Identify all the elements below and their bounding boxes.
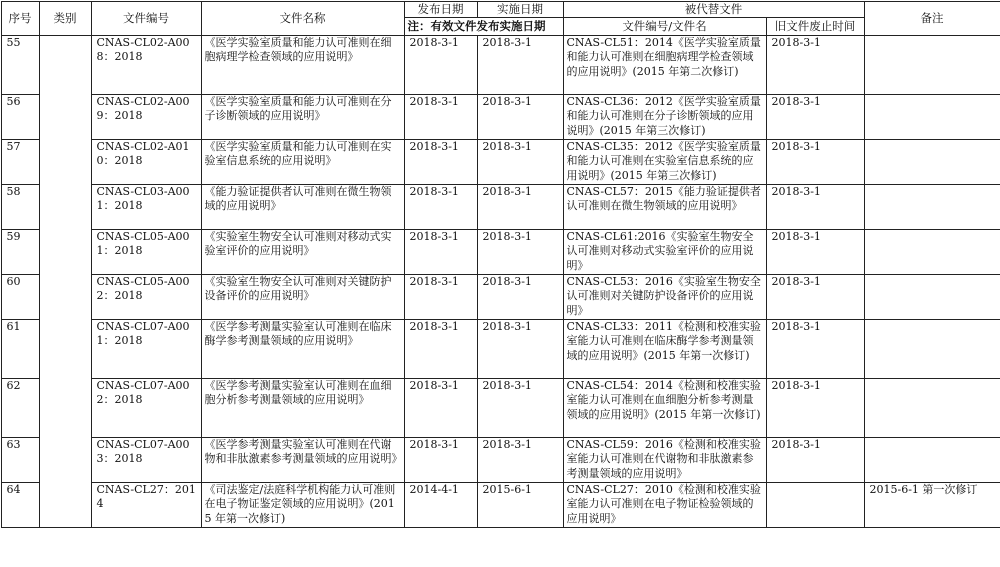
row-seq: 56 (1, 94, 39, 139)
table-row (1, 437, 1000, 482)
row-replaced: CNAS-CL36：2012《医学实验室质量和能力认可准则在分子诊断领域的应用说明》(2015 年第三次修订) (563, 94, 766, 139)
row-doc-code: CNAS-CL05-A001：2018 (91, 229, 201, 274)
row-seq: 57 (1, 139, 39, 184)
row-abolish-date: 2018-3-1 (766, 437, 864, 482)
row-effective-date: 2018-3-1 (477, 229, 563, 274)
table-row (1, 274, 1000, 319)
row-doc-name: 《能力验证提供者认可准则在微生物领域的应用说明》 (201, 184, 404, 229)
row-abolish-date: 2018-3-1 (766, 229, 864, 274)
row-effective-date: 2018-3-1 (477, 94, 563, 139)
standards-table (1, 1, 1000, 528)
table-row (1, 319, 1000, 378)
row-publish-date: 2014-4-1 (404, 482, 477, 527)
row-remark (864, 274, 1000, 319)
row-effective-date: 2018-3-1 (477, 139, 563, 184)
row-effective-date: 2018-3-1 (477, 319, 563, 378)
row-doc-name: 《实验室生物安全认可准则对移动式实验室评价的应用说明》 (201, 229, 404, 274)
row-remark (864, 437, 1000, 482)
table-row (1, 139, 1000, 184)
row-doc-code: CNAS-CL07-A001：2018 (91, 319, 201, 378)
row-effective-date: 2018-3-1 (477, 184, 563, 229)
row-seq: 64 (1, 482, 39, 527)
table-row (1, 378, 1000, 437)
row-doc-code: CNAS-CL07-A002：2018 (91, 378, 201, 437)
header-remark: 备注 (864, 1, 1000, 35)
row-publish-date: 2018-3-1 (404, 35, 477, 94)
header-note: 注：有效文件发布实施日期 (404, 17, 563, 35)
row-replaced: CNAS-CL35：2012《医学实验室质量和能力认可准则在实验室信息系统的应用说明》(2015 年第三次修订) (563, 139, 766, 184)
row-replaced: CNAS-CL59：2016《检测和校准实验室能力认可准则在代谢物和非肽激素参考测量领域的应用说明》 (563, 437, 766, 482)
row-remark (864, 139, 1000, 184)
row-replaced: CNAS-CL57：2015《能力验证提供者认可准则在微生物领域的应用说明》 (563, 184, 766, 229)
document-sheet (0, 1, 1000, 567)
row-abolish-date (766, 482, 864, 527)
row-doc-name: 《实验室生物安全认可准则对关键防护设备评价的应用说明》 (201, 274, 404, 319)
table-row (1, 35, 1000, 94)
row-doc-name: 《医学实验室质量和能力认可准则在细胞病理学检查领域的应用说明》 (201, 35, 404, 94)
table-row (1, 229, 1000, 274)
row-effective-date: 2018-3-1 (477, 378, 563, 437)
row-abolish-date: 2018-3-1 (766, 35, 864, 94)
row-seq: 62 (1, 378, 39, 437)
row-category (39, 35, 91, 527)
row-doc-name: 《医学实验室质量和能力认可准则在实验室信息系统的应用说明》 (201, 139, 404, 184)
row-publish-date: 2018-3-1 (404, 437, 477, 482)
row-doc-name: 《医学实验室质量和能力认可准则在分子诊断领域的应用说明》 (201, 94, 404, 139)
header-replaced-doc: 被代替文件 (563, 1, 864, 17)
row-replaced: CNAS-CL27：2010《检测和校准实验室能力认可准则在电子物证检验领域的应用说明》 (563, 482, 766, 527)
row-publish-date: 2018-3-1 (404, 94, 477, 139)
row-doc-name: 《司法鉴定/法庭科学机构能力认可准则在电子物证鉴定领域的应用说明》(2015 年第一次修订) (201, 482, 404, 527)
row-effective-date: 2018-3-1 (477, 274, 563, 319)
row-publish-date: 2018-3-1 (404, 319, 477, 378)
row-replaced: CNAS-CL61:2016《实验室生物安全认可准则对移动式实验室评价的应用说明》 (563, 229, 766, 274)
table-row (1, 184, 1000, 229)
header-doc-code: 文件编号 (91, 1, 201, 35)
row-doc-code: CNAS-CL27：2014 (91, 482, 201, 527)
row-remark: 2015-6-1 第一次修订 (864, 482, 1000, 527)
row-remark (864, 35, 1000, 94)
row-abolish-date: 2018-3-1 (766, 94, 864, 139)
header-seq: 序号 (1, 1, 39, 35)
row-publish-date: 2018-3-1 (404, 184, 477, 229)
row-abolish-date: 2018-3-1 (766, 378, 864, 437)
header-effective-date: 实施日期 (477, 1, 563, 17)
row-effective-date: 2018-3-1 (477, 437, 563, 482)
header-row-1 (1, 1, 1000, 17)
row-doc-code: CNAS-CL03-A001：2018 (91, 184, 201, 229)
row-abolish-date: 2018-3-1 (766, 139, 864, 184)
row-seq: 63 (1, 437, 39, 482)
row-effective-date: 2015-6-1 (477, 482, 563, 527)
row-replaced: CNAS-CL54：2014《检测和校准实验室能力认可准则在血细胞分析参考测量领域的应用说明》(2015 年第一次修订) (563, 378, 766, 437)
row-doc-code: CNAS-CL07-A003：2018 (91, 437, 201, 482)
row-abolish-date: 2018-3-1 (766, 319, 864, 378)
row-publish-date: 2018-3-1 (404, 378, 477, 437)
row-effective-date: 2018-3-1 (477, 35, 563, 94)
row-remark (864, 184, 1000, 229)
row-doc-name: 《医学参考测量实验室认可准则在血细胞分析参考测量领域的应用说明》 (201, 378, 404, 437)
row-publish-date: 2018-3-1 (404, 139, 477, 184)
header-category: 类别 (39, 1, 91, 35)
header-doc-name: 文件名称 (201, 1, 404, 35)
table-row (1, 94, 1000, 139)
header-old-abolish-date: 旧文件废止时间 (766, 17, 864, 35)
row-seq: 60 (1, 274, 39, 319)
row-replaced: CNAS-CL33：2011《检测和校准实验室能力认可准则在临床酶学参考测量领域的应用说明》(2015 年第一次修订) (563, 319, 766, 378)
row-remark (864, 94, 1000, 139)
row-seq: 59 (1, 229, 39, 274)
row-publish-date: 2018-3-1 (404, 274, 477, 319)
header-publish-date: 发布日期 (404, 1, 477, 17)
row-doc-code: CNAS-CL02-A010：2018 (91, 139, 201, 184)
row-replaced: CNAS-CL51：2014《医学实验室质量和能力认可准则在细胞病理学检查领域的应用说明》(2015 年第二次修订) (563, 35, 766, 94)
table-row (1, 482, 1000, 527)
row-abolish-date: 2018-3-1 (766, 184, 864, 229)
row-remark (864, 319, 1000, 378)
header-replaced-code-name: 文件编号/文件名 (563, 17, 766, 35)
row-remark (864, 378, 1000, 437)
row-seq: 58 (1, 184, 39, 229)
row-doc-name: 《医学参考测量实验室认可准则在代谢物和非肽激素参考测量领域的应用说明》 (201, 437, 404, 482)
row-seq: 55 (1, 35, 39, 94)
row-doc-name: 《医学参考测量实验室认可准则在临床酶学参考测量领域的应用说明》 (201, 319, 404, 378)
row-replaced: CNAS-CL53：2016《实验室生物安全认可准则对关键防护设备评价的应用说明》 (563, 274, 766, 319)
row-seq: 61 (1, 319, 39, 378)
row-abolish-date: 2018-3-1 (766, 274, 864, 319)
row-doc-code: CNAS-CL02-A009：2018 (91, 94, 201, 139)
row-doc-code: CNAS-CL05-A002：2018 (91, 274, 201, 319)
row-publish-date: 2018-3-1 (404, 229, 477, 274)
row-doc-code: CNAS-CL02-A008：2018 (91, 35, 201, 94)
row-remark (864, 229, 1000, 274)
